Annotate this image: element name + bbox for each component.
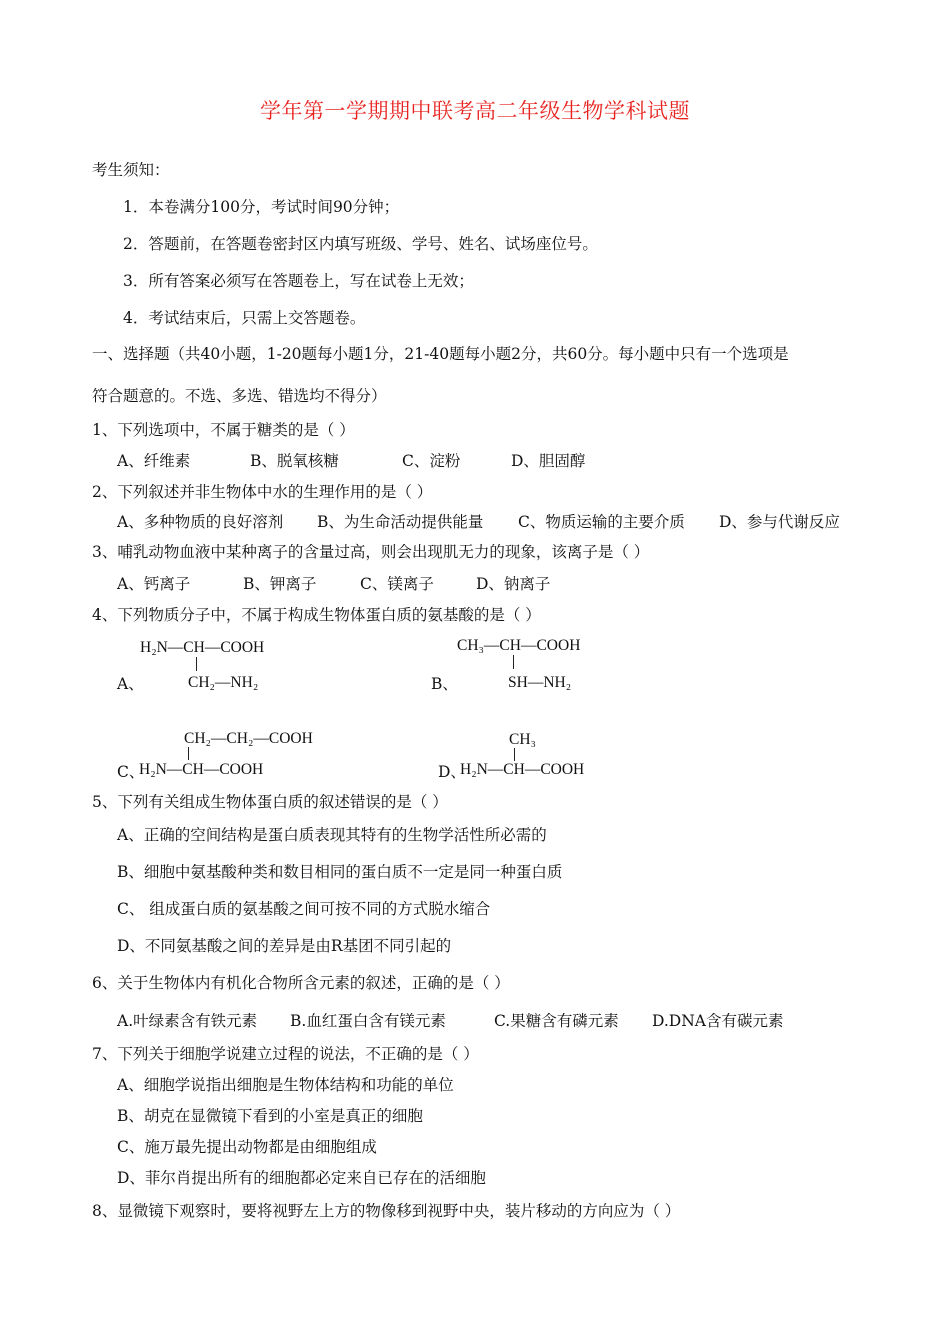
- notice-item-2: 2．答题前，在答题卷密封区内填写班级、学号、姓名、试场座位号。: [123, 235, 598, 253]
- q3-option-c: C、镁离子: [360, 575, 434, 593]
- question-4-stem: 4、下列物质分子中，不属于构成生物体蛋白质的氨基酸的是（ ）: [92, 606, 541, 624]
- structure-b-side-chain: SH—NH₂: [508, 674, 572, 691]
- section-heading-line-1: 一、选择题（共40小题，1-20题每小题1分，21-40题每小题2分，共60分。每小题中只有一个选项是: [92, 345, 789, 363]
- q6-option-c: C.果糖含有磷元素: [494, 1012, 619, 1030]
- q1-option-c: C、淀粉: [402, 452, 461, 470]
- question-6-stem: 6、关于生物体内有机化合物所含元素的叙述，正确的是（ ）: [92, 974, 510, 992]
- structure-b-main-chain: CH₃—CH—COOH: [457, 637, 581, 654]
- q2-option-c: C、物质运输的主要介质: [518, 513, 685, 531]
- structure-a-main-chain: H₂N—CH—COOH: [140, 639, 265, 656]
- q2-option-a: A、多种物质的良好溶剂: [117, 513, 284, 531]
- q5-option-c: C、 组成蛋白质的氨基酸之间可按不同的方式脱水缩合: [117, 900, 491, 918]
- question-5-stem: 5、下列有关组成生物体蛋白质的叙述错误的是（ ）: [92, 793, 448, 811]
- q3-option-d: D、钠离子: [476, 575, 551, 593]
- notice-item-4: 4．考试结束后，只需上交答题卷。: [123, 309, 366, 327]
- q1-option-d: D、胆固醇: [511, 452, 586, 470]
- q3-option-b: B、钾离子: [243, 575, 317, 593]
- q3-option-a: A、钙离子: [117, 575, 191, 593]
- q5-option-b: B、细胞中氨基酸种类和数目相同的蛋白质不一定是同一种蛋白质: [117, 863, 563, 881]
- section-heading-line-2: 符合题意的。不选、多选、错选均不得分）: [92, 387, 387, 405]
- q5-option-d: D、不同氨基酸之间的差异是由R基团不同引起的: [117, 937, 452, 955]
- q4-label-d: D、: [438, 763, 466, 781]
- q7-option-c: C、施万最先提出动物都是由细胞组成: [117, 1138, 377, 1156]
- structure-c-bond: [188, 747, 189, 760]
- question-2-stem: 2、下列叙述并非生物体中水的生理作用的是（ ）: [92, 483, 433, 501]
- question-1-stem: 1、下列选项中，不属于糖类的是（ ）: [92, 421, 355, 439]
- structure-c-main-chain: H₂N—CH—COOH: [139, 761, 264, 778]
- question-8-stem: 8、显微镜下观察时，要将视野左上方的物像移到视野中央，装片移动的方向应为（ ）: [92, 1202, 681, 1220]
- question-7-stem: 7、下列关于细胞学说建立过程的说法，不正确的是（ ）: [92, 1045, 479, 1063]
- q6-option-b: B.血红蛋白含有镁元素: [290, 1012, 446, 1030]
- q4-label-b: B、: [431, 675, 458, 693]
- structure-b-bond: [513, 655, 514, 669]
- structure-a-bond: [196, 657, 197, 671]
- notice-item-1: 1．本卷满分100分，考试时间90分钟；: [123, 198, 400, 216]
- q2-option-b: B、为生命活动提供能量: [317, 513, 484, 531]
- q1-option-b: B、脱氧核糖: [250, 452, 339, 470]
- structure-d-side-chain: CH₃: [509, 731, 536, 748]
- q1-option-a: A、纤维素: [117, 452, 191, 470]
- q4-label-c: C、: [117, 763, 145, 781]
- q7-option-b: B、胡克在显微镜下看到的小室是真正的细胞: [117, 1107, 423, 1125]
- page-title: 学年第一学期期中联考高二年级生物学科试题: [260, 99, 690, 123]
- q2-option-d: D、参与代谢反应: [719, 513, 840, 531]
- q6-option-d: D.DNA含有碳元素: [652, 1012, 784, 1030]
- q6-option-a: A.叶绿素含有铁元素: [117, 1012, 258, 1030]
- structure-a-side-chain: CH₂—NH₂: [188, 674, 259, 691]
- notice-item-3: 3．所有答案必须写在答题卷上，写在试卷上无效；: [123, 272, 474, 290]
- q4-label-a: A、: [117, 675, 144, 693]
- structure-d-main-chain: H₂N—CH—COOH: [460, 761, 585, 778]
- structure-c-side-chain: CH₂—CH₂—COOH: [184, 730, 313, 747]
- notice-heading: 考生须知：: [92, 161, 170, 179]
- q7-option-d: D、菲尔肖提出所有的细胞都必定来自已存在的活细胞: [117, 1169, 486, 1187]
- structure-d-bond: [514, 748, 515, 761]
- question-3-stem: 3、哺乳动物血液中某种离子的含量过高，则会出现肌无力的现象，该离子是（ ）: [92, 543, 650, 561]
- q7-option-a: A、细胞学说指出细胞是生物体结构和功能的单位: [117, 1076, 454, 1094]
- q5-option-a: A、正确的空间结构是蛋白质表现其特有的生物学活性所必需的: [117, 826, 547, 844]
